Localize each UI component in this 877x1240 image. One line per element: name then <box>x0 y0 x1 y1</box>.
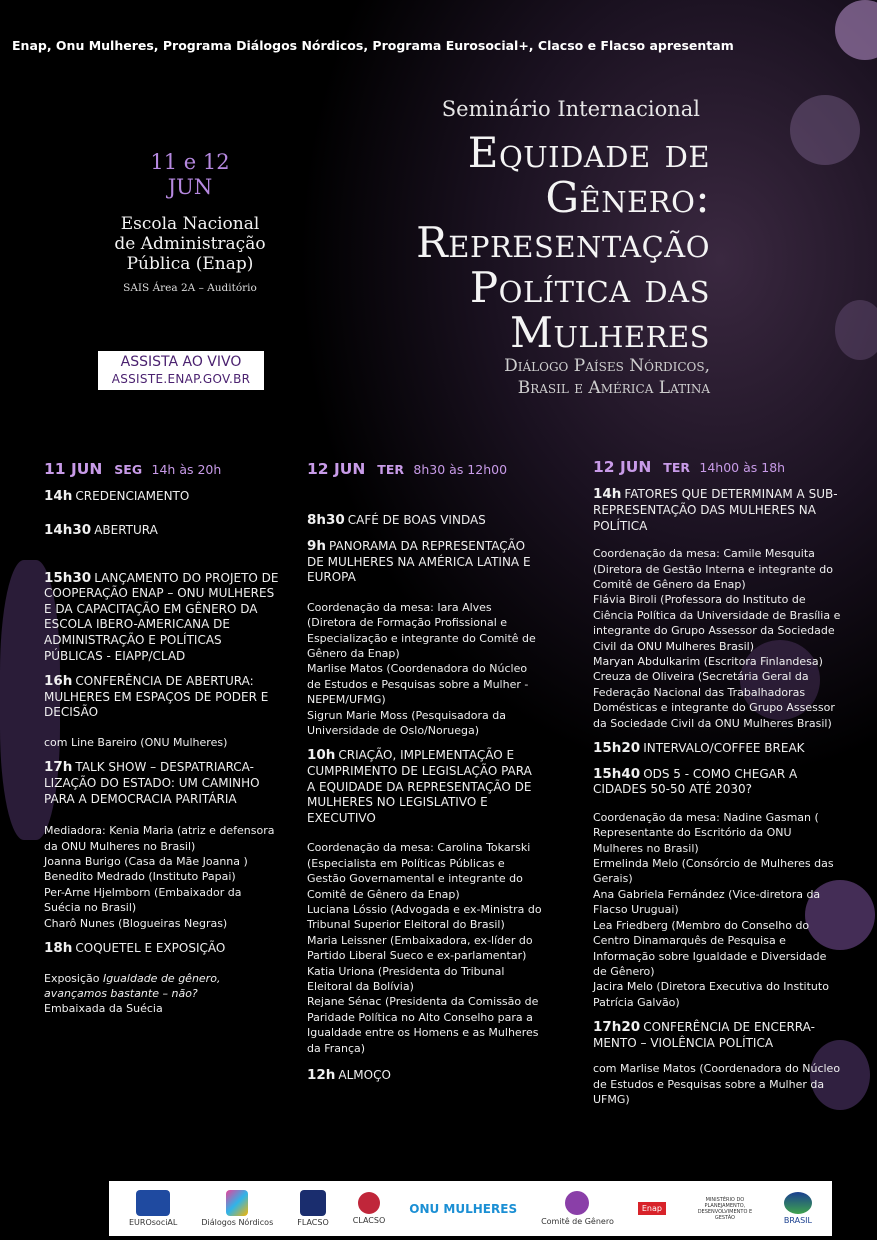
subtitle-line: Brasil e América Latina <box>517 378 710 398</box>
speaker: Marlise Matos (Coordenadora do Núcleo de Estudos e Pesquisas sobre a Mulher - NEPEM/UFMG) <box>307 662 529 707</box>
item-speakers <box>307 840 542 1056</box>
item-title: CAFÉ DE BOAS VINDAS <box>347 513 486 528</box>
sponsor-logos-bar <box>109 1181 832 1236</box>
day-header <box>593 460 843 475</box>
day-hours: 14h às 20h <box>151 462 222 477</box>
item-title: ABERTURA <box>94 523 158 537</box>
item-speakers <box>307 600 542 739</box>
speaker: Coordenação da mesa: Carolina Tokarski (Especialista em Políticas Públicas e Gestão Governamental e integrante do Comitê de Gênero da Enap) <box>307 841 531 901</box>
item-speakers <box>44 823 279 931</box>
day-weekday: SEG <box>114 462 143 477</box>
speaker: Luciana Lóssio (Advogada e ex-Ministra do Tribunal Superior Eleitoral do Brasil) <box>307 903 542 932</box>
speaker: Coordenação da mesa: Nadine Gasman ( Representante do Escritório da ONU Mulheres no Brasil) <box>593 810 819 855</box>
watch-live-link[interactable] <box>98 351 264 390</box>
agenda-item <box>44 941 279 957</box>
speaker: Coordenação da mesa: Camile Mesquita (Diretora de Gestão Interna e integrante do Comitê de Gênero da Enap) <box>593 547 833 591</box>
item-time: 15h40 <box>593 765 641 782</box>
schedule-day-1 <box>44 462 279 1027</box>
bokeh-decoration <box>835 300 877 360</box>
presenters-line: Enap, Onu Mulheres, Programa Diálogos Nórdicos, Programa Eurosocial+, Clacso e Flacso apresentam <box>12 38 734 53</box>
event-month: JUN <box>167 175 213 200</box>
agenda-item <box>593 767 843 798</box>
agenda-item <box>593 1020 843 1051</box>
venue-address: SAIS Área 2A – Auditório <box>123 281 257 294</box>
agenda-item <box>307 539 542 586</box>
speaker: Per-Arne Hjelmborn (Embaixador da Suécia no Brasil) <box>44 885 242 915</box>
agenda-item <box>593 741 843 757</box>
item-time: 14h <box>44 488 73 505</box>
item-time: 14h30 <box>44 522 92 538</box>
title-line: Política das <box>469 263 710 312</box>
venue-line: Pública (Enap) <box>126 254 254 275</box>
item-title: CONFERÊNCIA DE ENCERRA-MENTO – VIOLÊNCIA POLÍTICA <box>593 1020 815 1050</box>
item-time: 9h <box>307 538 327 554</box>
item-time: 15h20 <box>593 740 641 757</box>
title-line: Equidade de <box>467 128 710 177</box>
exhibition-info <box>44 971 279 1017</box>
item-speaker: com Marlise Matos (Coordenadora do Núcleo de Estudos e Pesquisas sobre a Mulher da UFMG) <box>593 1062 841 1107</box>
item-speakers <box>593 546 843 731</box>
bokeh-decoration <box>835 0 877 60</box>
speaker: Maryan Abdulkarim (Escritora Finlandesa) <box>593 655 823 669</box>
speaker: Lea Friedberg (Membro do Conselho do Centro Dinamarquês de Pesquisa e Informação sobre Igualdade e Diversidade de Gênero) <box>593 918 827 978</box>
day-date: 11 JUN <box>44 460 103 478</box>
speaker: Flávia Biroli (Professora do Instituto de Ciência Política da Universidade de Brasília e integrante do Grupo Assessor da Sociedade Civil da ONU Mulheres Brasil) <box>593 593 841 653</box>
item-title: CRIAÇÃO, IMPLEMENTAÇÃO E CUMPRIMENTO DE LEGISLAÇÃO PARA A EQUIDADE DA REPRESENTAÇÃO DE MULHERES NO LEGISLATIVO E EXECUTIVO <box>307 748 532 825</box>
day-date: 12 JUN <box>307 460 366 478</box>
exhibition-place: Embaixada da Suécia <box>44 1002 163 1016</box>
dialogos-nordicos-logo: Diálogos Nórdicos <box>201 1190 273 1227</box>
watch-live-url: ASSISTE.ENAP.GOV.BR <box>111 372 251 386</box>
item-time: 8h30 <box>307 512 345 529</box>
item-speakers <box>593 810 843 1010</box>
day-header <box>44 462 279 477</box>
event-kicker: Seminário Internacional <box>441 97 700 121</box>
speaker: Coordenação da mesa: Iara Alves (Diretora de Formação Profissional e Especialização e integrante do Comitê de Gênero da Enap) <box>307 600 536 660</box>
speaker: Maria Leissner (Embaixadora, ex-líder do Partido Liberal Sueco e ex-parlamentar) <box>307 933 533 963</box>
enap-logo: Enap <box>638 1202 666 1215</box>
item-title: ALMOÇO <box>338 1068 391 1083</box>
subtitle-line: Diálogo Países Nórdicos, <box>504 356 710 376</box>
event-title <box>300 130 710 355</box>
item-title: ODS 5 - COMO CHEGAR A CIDADES 50-50 ATÉ 2030? <box>593 766 798 797</box>
exhibition-label: Exposição <box>44 971 100 985</box>
item-time: 18h <box>44 939 73 956</box>
item-title: CREDENCIAMENTO <box>75 489 190 504</box>
comite-genero-logo: Comitê de Gênero <box>541 1191 614 1226</box>
schedule-day-2-morning <box>307 462 542 1094</box>
venue-line: de Administração <box>114 234 266 255</box>
agenda-item <box>593 487 843 534</box>
speaker: Mediadora: Kenia Maria (atriz e defensora da ONU Mulheres no Brasil) <box>44 824 275 853</box>
item-title: COQUETEL E EXPOSIÇÃO <box>75 940 226 955</box>
item-time: 10h <box>307 747 336 764</box>
schedule-day-2-afternoon <box>593 460 843 1118</box>
speaker: Rejane Sénac (Presidenta da Comissão de Paridade Política no Alto Conselho para a Igualdade entre os Homens e as Mulheres da França) <box>307 995 539 1055</box>
event-subtitle <box>380 355 710 399</box>
agenda-item <box>307 748 542 826</box>
agenda-item <box>44 523 279 539</box>
item-time: 16h <box>44 673 73 690</box>
venue-name <box>100 214 280 274</box>
speaker: Charô Nunes (Blogueiras Negras) <box>44 916 228 930</box>
agenda-item <box>44 674 279 721</box>
speaker: Ana Gabriela Fernández (Vice-diretora da Flacso Uruguai) <box>593 887 821 917</box>
clacso-logo: CLACSO <box>353 1192 386 1225</box>
bokeh-decoration <box>790 95 860 165</box>
speaker: Ermelinda Melo (Consórcio de Mulheres das Gerais) <box>593 857 834 886</box>
item-title: LANÇAMENTO DO PROJETO DE COOPERAÇÃO ENAP – ONU MULHERES E DA CAPACITAÇÃO EM GÊNERO DA ESCOLA IBERO-AMERICANA DE ADMINISTRAÇÃO E POLÍTICAS PÚBLICAS - EIAPP/CLAD <box>44 570 279 663</box>
agenda-item <box>307 1068 542 1084</box>
item-speaker: com Line Bareiro (ONU Mulheres) <box>44 735 228 749</box>
item-title: PANORAMA DA REPRESENTAÇÃO DE MULHERES NA AMÉRICA LATINA E EUROPA <box>307 539 531 585</box>
day-weekday: TER <box>663 460 690 475</box>
item-title: INTERVALO/COFFEE BREAK <box>643 741 805 756</box>
speaker: Benedito Medrado (Instituto Papai) <box>44 870 236 884</box>
event-dates: 11 e 12 <box>150 150 230 174</box>
speaker: Joanna Burigo (Casa da Mãe Joanna ) <box>44 854 248 868</box>
agenda-item <box>307 513 542 529</box>
item-time: 17h20 <box>593 1019 641 1036</box>
day-weekday: TER <box>377 462 404 477</box>
day-hours: 14h00 às 18h <box>699 460 786 475</box>
exhibition-title: Igualdade de gênero, avançamos bastante – não? <box>44 971 221 1000</box>
item-title: TALK SHOW – DESPATRIARCA-LIZAÇÃO DO ESTADO: UM CAMINHO PARA A DEMOCRACIA PARITÁRIA <box>44 760 260 806</box>
speaker: Creuza de Oliveira (Secretária Geral da Federação Nacional das Trabalhadoras Domésticas e integrante do Grupo Assessor da Sociedade Civil da ONU Mulheres Brasil) <box>593 670 835 730</box>
watch-live-label: ASSISTA AO VIVO <box>120 354 242 370</box>
brasil-government-logo: BRASIL <box>784 1192 812 1225</box>
day-date: 12 JUN <box>593 458 652 476</box>
title-line: Mulheres <box>509 308 710 357</box>
item-time: 12h <box>307 1067 336 1084</box>
onu-mulheres-logo: ONU MULHERES <box>409 1201 518 1216</box>
item-title: FATORES QUE DETERMINAM A SUB-REPRESENTAÇÃO DAS MULHERES NA POLÍTICA <box>593 487 838 533</box>
title-line: Representação <box>416 218 710 267</box>
speaker: Katia Uriona (Presidenta do Tribunal Eleitoral da Bolívia) <box>307 964 505 994</box>
ministerio-logo: MINISTÉRIO DO PLANEJAMENTO, DESENVOLVIMENTO E GESTÃO <box>697 1196 753 1221</box>
day-header <box>307 462 542 477</box>
venue-line: Escola Nacional <box>120 214 260 235</box>
item-time: 15h30 <box>44 569 92 586</box>
item-time: 14h <box>593 486 622 503</box>
item-title: CONFERÊNCIA DE ABERTURA: MULHERES EM ESPAÇOS DE PODER E DECISÃO <box>44 674 269 720</box>
agenda-item <box>44 760 279 807</box>
item-time: 17h <box>44 759 73 776</box>
agenda-item <box>44 571 279 665</box>
speaker: Sigrun Marie Moss (Pesquisadora da Universidade de Oslo/Noruega) <box>307 708 506 738</box>
day-hours: 8h30 às 12h00 <box>413 462 508 477</box>
agenda-item <box>44 489 279 505</box>
flacso-logo: FLACSO <box>297 1190 329 1227</box>
eurosocial-logo: EUROsociAL <box>129 1190 177 1227</box>
title-line: Gênero: <box>545 173 710 222</box>
date-venue-block <box>100 150 280 294</box>
speaker: Jacira Melo (Diretora Executiva do Instituto Patrícia Galvão) <box>593 980 829 1009</box>
